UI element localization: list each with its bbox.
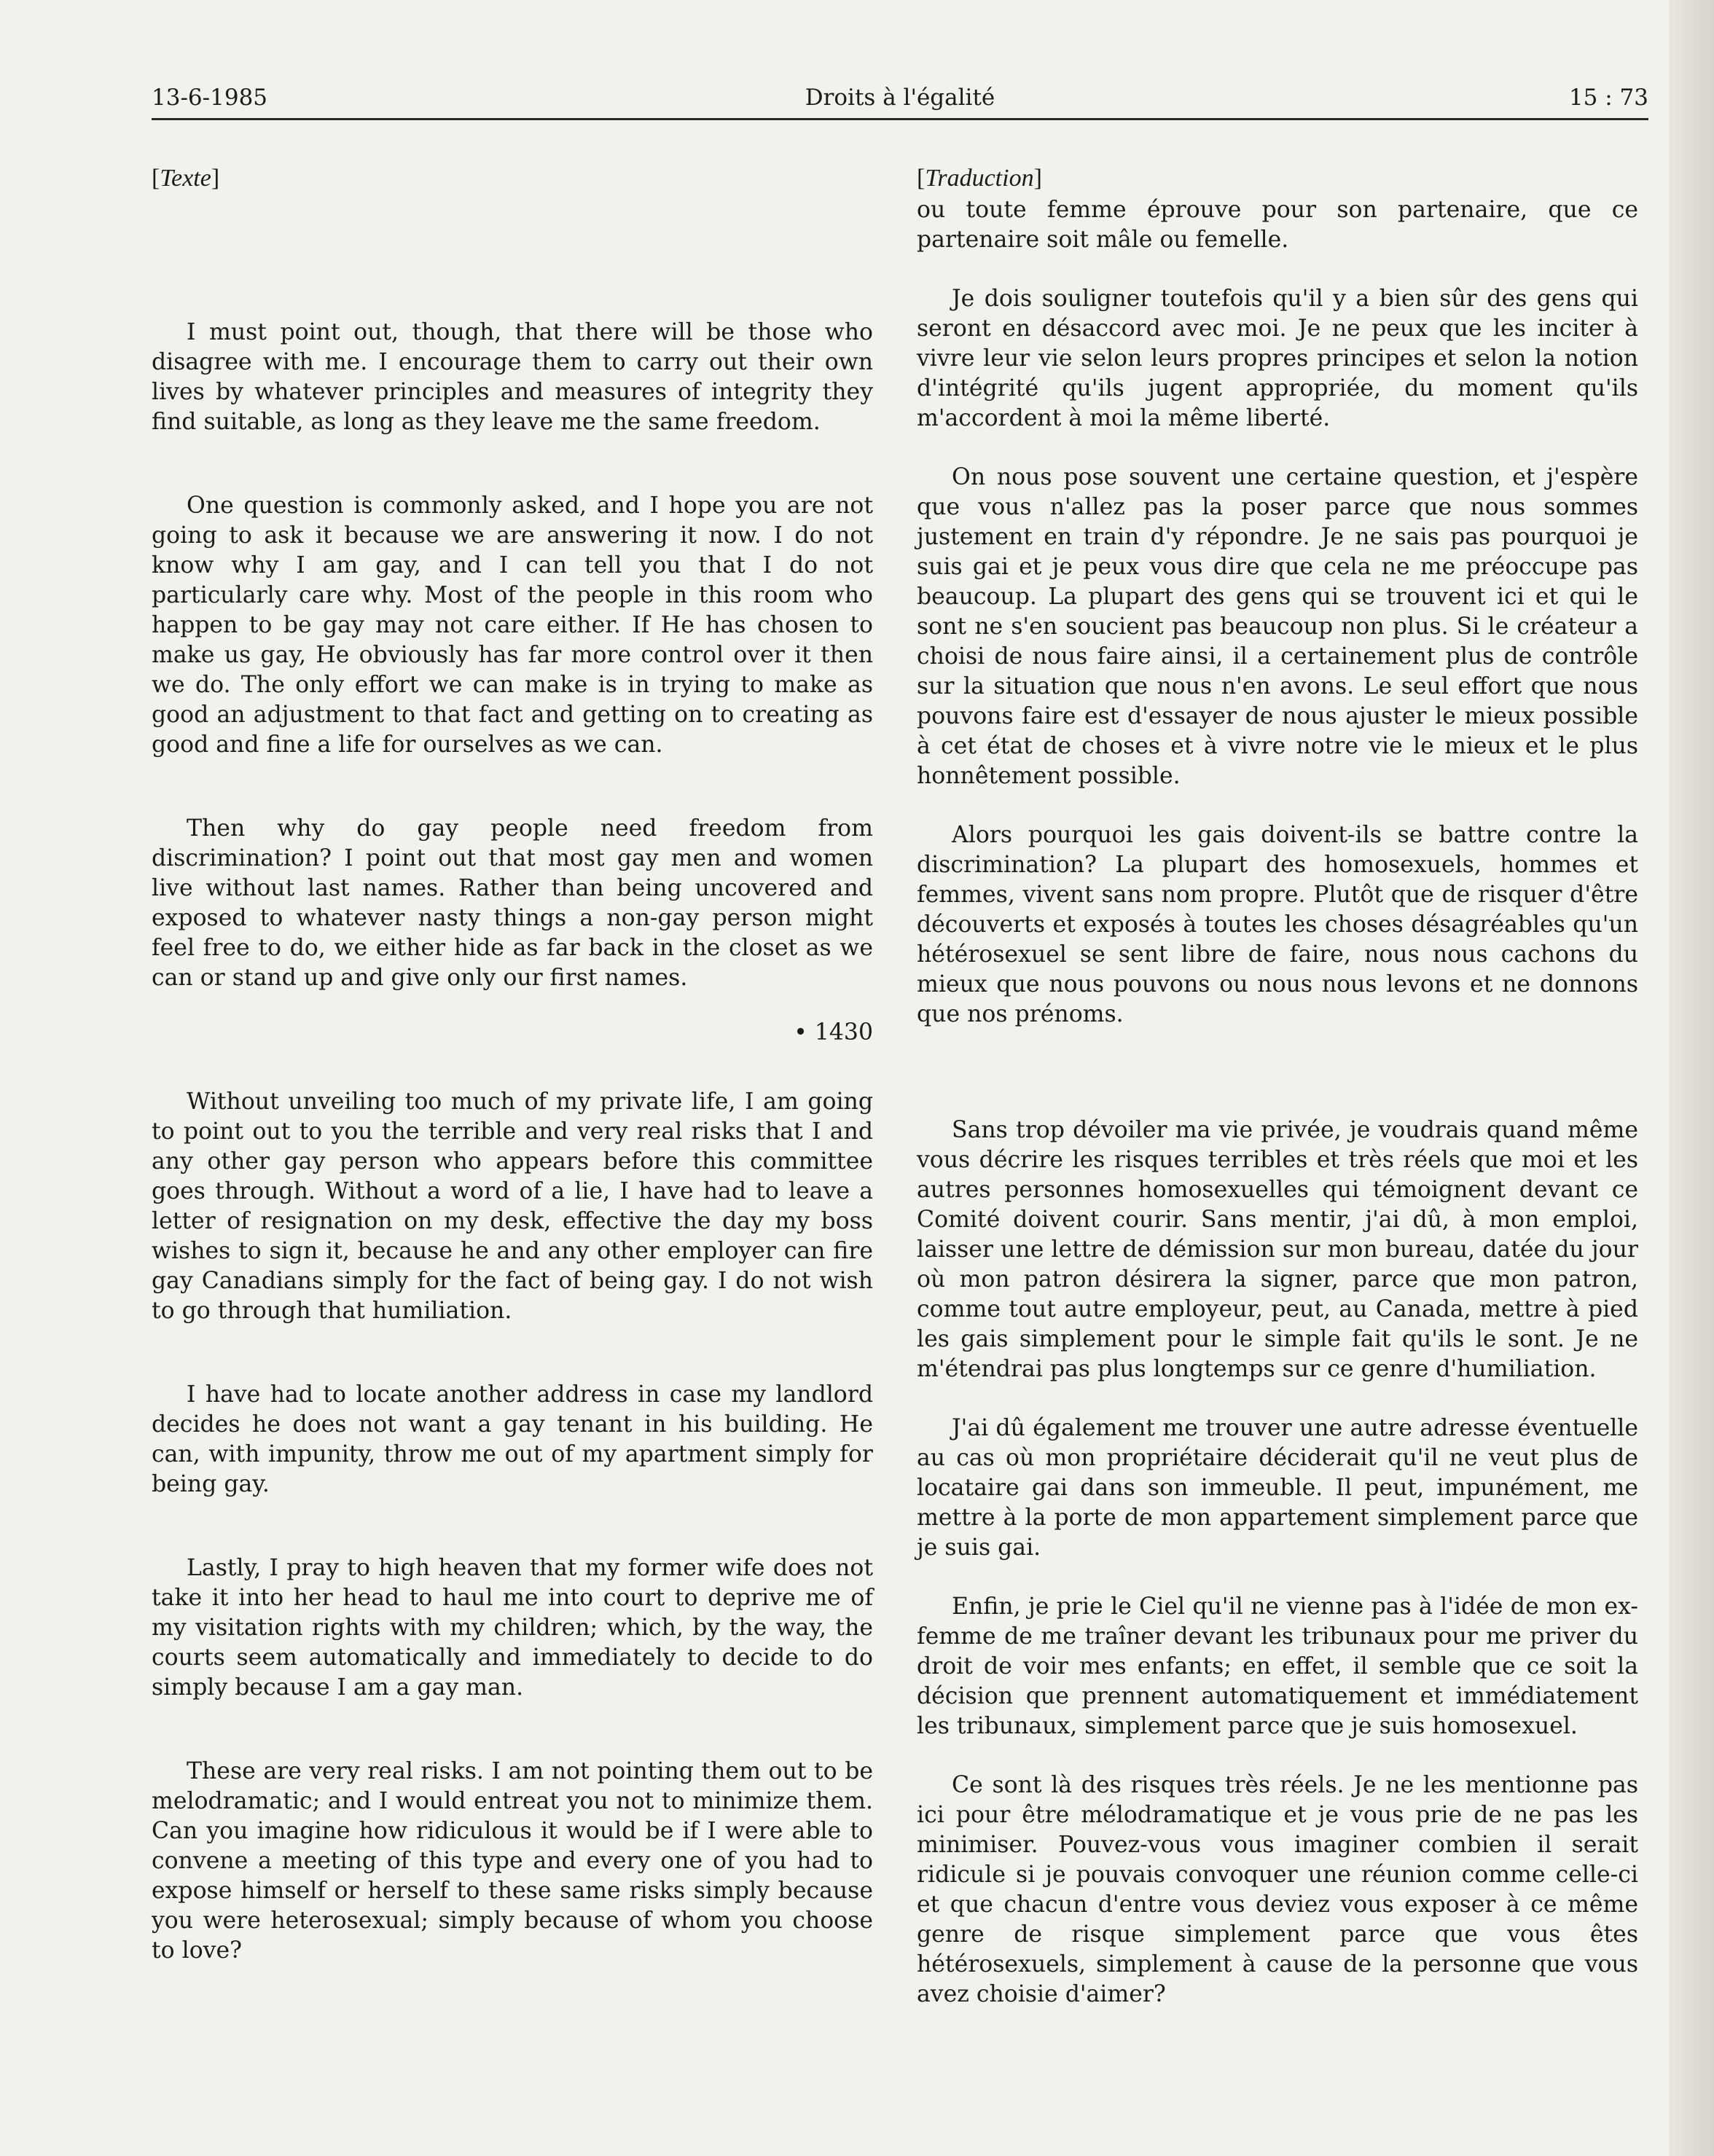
french-paragraph: ou toute femme éprouve pour son partenaire, que ce partenaire soit mâle ou femelle. — [917, 197, 1638, 253]
english-column-label: [Texte] — [152, 165, 220, 192]
page-header — [152, 82, 1648, 124]
french-paragraph: Sans trop dévoiler ma vie privée, je voudrais quand même vous décrire les risques terribles et très réels que moi et les autres personnes homosexuelles qui témoignent devant ce Comité doivent courir. Sans mentir, j'ai dû, à mon emploi, laisser une lettre de démission sur mon bureau, datée du jour où mon patron désirera la signer, parce que mon patron, comme tout autre employeur, peut, au Canada, mettre à pied les gais simplement pour le simple fait qu'ils le sont. Je ne m'étendrai pas plus longtemps sur ce genre d'humiliation. — [917, 1117, 1638, 1382]
header-title: Droits à l'égalité — [805, 85, 995, 111]
english-paragraph: These are very real risks. I am not pointing them out to be melodramatic; and I would entreat you not to minimize them. Can you imagine how ridiculous it would be if I were able to convene a meeting of this type and every one of you had to expose himself or herself to these same risks simply because you were heterosexual; simply because of whom you choose to love? — [152, 1758, 873, 1964]
header-page-number: 15 : 73 — [1568, 85, 1648, 111]
french-paragraph: Ce sont là des risques très réels. Je ne les mentionne pas ici pour être mélodramatique et je vous prie de ne pas les minimiser. Pouvez-vous vous imaginer combien il serait ridicule si je pouvais convoquer une réunion comme celle-ci et que chacun d'entre vous deviez vous exposer à ce même genre de risque simplement parce que vous êtes hétérosexuels, simplement à cause de la personne que vous avez choisie d'aimer? — [917, 1772, 1638, 2007]
english-paragraph: Without unveiling too much of my private life, I am going to point out to you the terrible and very real risks that I and any other gay person who appears before this committee goes through. Without a word of a lie, I have had to leave a letter of resignation on my desk, effective the day my boss wishes to sign it, because he and any other employer can fire gay Canadians simply for the fact of being gay. I do not wish to go through that humiliation. — [152, 1089, 873, 1324]
header-rule — [152, 118, 1648, 120]
time-marker: • 1430 — [794, 1019, 873, 1046]
header-date: 13-6-1985 — [152, 85, 268, 111]
french-paragraph: On nous pose souvent une certaine question, et j'espère que vous n'allez pas la poser parce que nous sommes justement en train d'y répondre. Je ne sais pas pourquoi je suis gai et je peux vous dire que cela ne me préoccupe pas beaucoup. La plupart des gens qui se trouvent ici et qui le sont ne s'en soucient pas beaucoup non plus. Si le créateur a choisi de nous faire ainsi, il a certainement plus de contrôle sur la situation que nous n'en avons. Le seul effort que nous pouvons faire est d'essayer de nous ajuster le mieux possible à cet état de choses et à vivre notre vie le mieux et le plus honnêtement possible. — [917, 464, 1638, 789]
french-column-label: [Traduction] — [917, 165, 1042, 192]
english-paragraph: I have had to locate another address in case my landlord decides he does not want a gay tenant in his building. He can, with impunity, throw me out of my apartment simply for being gay. — [152, 1381, 873, 1497]
french-column — [917, 162, 1638, 2039]
english-column — [152, 162, 873, 2020]
page-edge — [1669, 0, 1714, 2156]
french-label-text: Traduction — [925, 165, 1034, 192]
english-paragraph: Lastly, I pray to high heaven that my former wife does not take it into her head to haul me into court to deprive me of my visitation rights with my children; which, by the way, the courts seem automatically and immediately to decide to do simply because I am a gay man. — [152, 1555, 873, 1701]
french-paragraph: Alors pourquoi les gais doivent-ils se battre contre la discrimination? La plupart des homosexuels, hommes et femmes, vivent sans nom propre. Plutôt que de risquer d'être découverts et exposés à toutes les choses désagréables qu'un hétérosexuel se sent libre de faire, nous nous cachons du mieux que nous pouvons ou nous nous levons et ne donnons que nos prénoms. — [917, 822, 1638, 1027]
french-paragraph: Je dois souligner toutefois qu'il y a bien sûr des gens qui seront en désaccord avec moi. Je ne peux que les inciter à vivre leur vie selon leurs propres principes et selon la notion d'intégrité qu'ils jugent appropriée, du moment qu'ils m'accordent à moi la même liberté. — [917, 286, 1638, 431]
english-label-text: Texte — [160, 165, 211, 192]
french-paragraph: Enfin, je prie le Ciel qu'il ne vienne pas à l'idée de mon ex-femme de me traîner devant les tribunaux pour me priver du droit de voir mes enfants; en effet, il semble que ce soit la décision que prennent automatiquement et immédiatement les tribunaux, simplement parce que je suis homosexuel. — [917, 1594, 1638, 1739]
english-paragraph: I must point out, though, that there will be those who disagree with me. I encourage them to carry out their own lives by whatever principles and measures of integrity they find suitable, as long as they leave me the same freedom. — [152, 319, 873, 435]
french-paragraph: J'ai dû également me trouver une autre adresse éventuelle au cas où mon propriétaire déciderait qu'il ne veut plus de locataire gai dans son immeuble. Il peut, impunément, me mettre à la porte de mon appartement simplement parce que je suis gai. — [917, 1415, 1638, 1561]
english-paragraph: One question is commonly asked, and I hope you are not going to ask it because we are answering it now. I do not know why I am gay, and I can tell you that I do not particularly care why. Most of the people in this room who happen to be gay may not care either. If He has chosen to make us gay, He obviously has far more control over it then we do. The only effort we can make is in trying to make as good an adjustment to that fact and getting on to creating as good and fine a life for ourselves as we can. — [152, 493, 873, 758]
english-paragraph: Then why do gay people need freedom from discrimination? I point out that most gay men and women live without last names. Rather than being uncovered and exposed to whatever nasty things a non-gay person might feel free to do, we either hide as far back in the closet as we can or stand up and give only our first names. — [152, 815, 873, 991]
